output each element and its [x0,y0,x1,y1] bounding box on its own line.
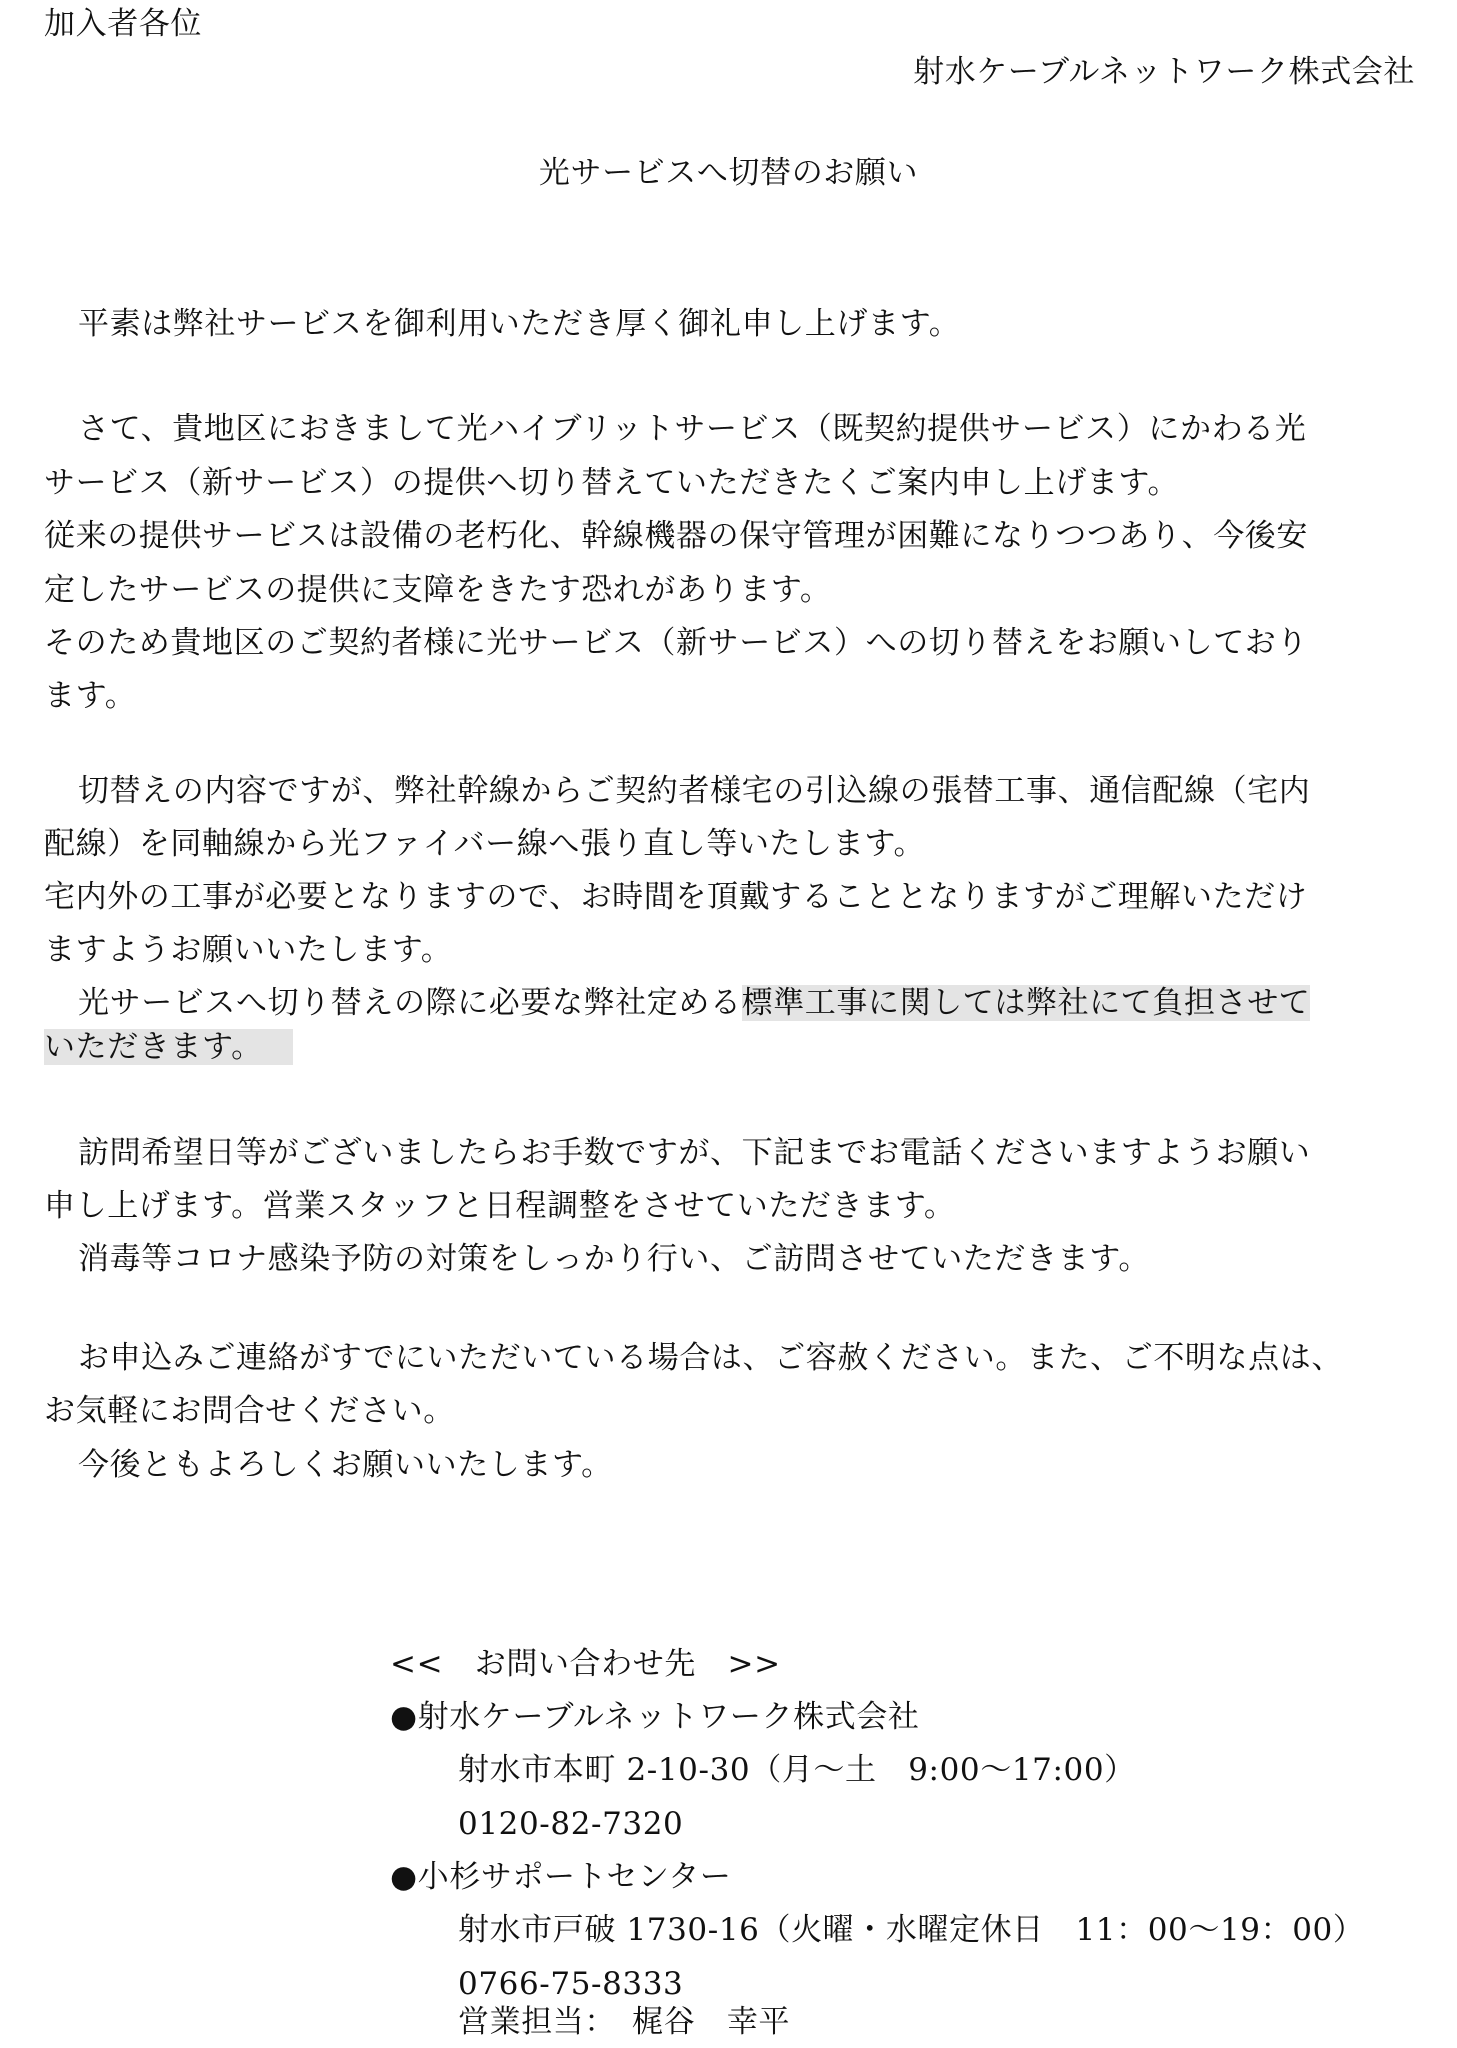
paragraph-line: そのため貴地区のご契約者様に光サービス（新サービス）への切り替えをお願いしており [44,625,1308,661]
paragraph-line: 消毒等コロナ感染予防の対策をしっかり行い、ご訪問させていただきます。 [78,1241,1150,1277]
paragraph-line: ますようお願いいたします。 [44,932,453,968]
contact-header: << お問い合わせ先 >> [390,1646,781,1682]
office-phone: 0766-75-8333 [458,1966,684,2002]
paragraph-line: 今後ともよろしくお願いいたします。 [78,1447,613,1483]
document-title: 光サービスへ切替のお願い [538,155,919,191]
paragraph-line: 従来の提供サービスは設備の老朽化、幹線機器の保守管理が困難になりつつあり、今後安 [44,518,1308,554]
paragraph-line: 切替えの内容ですが、弊社幹線からご契約者様宅の引込線の張替工事、通信配線（宅内 [78,773,1311,809]
office-address: 射水市戸破 1730-16（火曜・水曜定休日 11：00～19：00） [458,1912,1365,1948]
office-address: 射水市本町 2-10-30（月～土 9:00～17:00） [458,1752,1136,1788]
highlighted-text: 標準工事に関しては弊社にて負担させて [741,985,1311,1021]
paragraph-text: 光サービスへ切り替えの際に必要な弊社定める [78,985,742,1021]
paragraph-line: 申し上げます。営業スタッフと日程調整をさせていただきます。 [44,1188,956,1224]
paragraph-line: ます。 [44,678,137,714]
paragraph-line: お気軽にお問合せください。 [44,1393,455,1429]
office-name: ●小杉サポートセンター [390,1859,732,1895]
office-phone: 0120-82-7320 [458,1806,684,1842]
sender-company: 射水ケーブルネットワーク株式会社 [913,54,1415,90]
paragraph-line: さて、貴地区におきまして光ハイブリットサービス（既契約提供サービス）にかわる光 [78,411,1307,447]
recipient: 加入者各位 [44,6,202,42]
office-name: ●射水ケーブルネットワーク株式会社 [390,1699,920,1735]
highlighted-text: いただきます。 [44,1029,293,1065]
paragraph-line: 定したサービスの提供に支障をきたす恐れがあります。 [44,572,832,608]
paragraph-line: 配線）を同軸線から光ファイバー線へ張り直し等いたします。 [44,826,926,862]
paragraph-line [78,983,1310,1023]
paragraph-line: 宅内外の工事が必要となりますので、お時間を頂戴することとなりますがご理解いただけ [44,879,1308,915]
paragraph-line: お申込みご連絡がすでにいただいている場合は、ご容赦ください。また、ご不明な点は、 [78,1340,1343,1376]
paragraph-line: サービス（新サービス）の提供へ切り替えていただきたくご案内申し上げます。 [44,465,1180,501]
paragraph-line [44,1027,293,1067]
paragraph-line: 訪問希望日等がございましたらお手数ですが、下記までお電話くださいますようお願い [78,1135,1311,1171]
sales-contact: 営業担当： 梶谷 幸平 [458,2004,791,2040]
paragraph-line: 平素は弊社サービスを御利用いただき厚く御礼申し上げます。 [78,306,961,342]
